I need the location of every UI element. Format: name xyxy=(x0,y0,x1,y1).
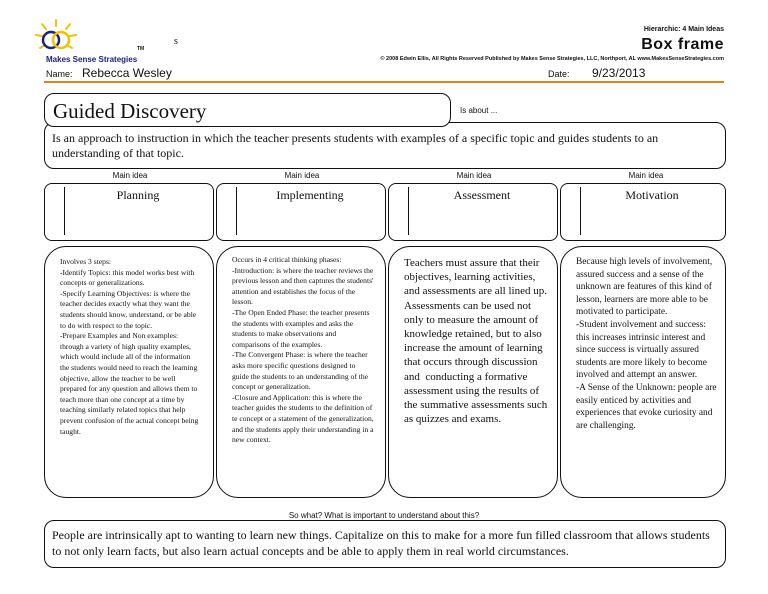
logo-sun-icon xyxy=(34,18,78,56)
detail-text-implementing[interactable]: Occurs in 4 critical thinking phases: -Introduction: is where the teacher reviews the previous lesson and then captures the students' attention and establishes the focus of the lesson. -The Open Ended Phase: the teacher presents the students with examples and asks the students to make observations and comparisons of the examples. -The Convergent Phase: is where the teacher asks more specific questions designed to guide the students to an understanding of the concept or generalization. -Closure and Application: this is where the teacher guides the students to the definition of te concept or a statement of the generalization, and the students apply their understanding in a new context. xyxy=(232,255,374,445)
so-what-label: So what? What is important to understand about this? xyxy=(288,511,480,520)
header-divider xyxy=(44,81,724,83)
so-what-text[interactable]: People are intrinsically apt to wanting to learn new things. Capitalize on this to make for a more fun filled classroom that allows students to not only learn facts, but also learn actual concepts and be able to apply them in real world circumstances. xyxy=(52,528,710,558)
name-label: Name: xyxy=(46,69,73,79)
is-about-label: Is about ... xyxy=(460,106,498,115)
main-idea-title-assessment[interactable]: Assessment xyxy=(453,188,511,202)
main-idea-label: Main idea xyxy=(112,171,148,180)
topic-description[interactable]: Is an approach to instruction in which the teacher presents students with examples of a specific topic and guides students to an understanding of that topic. xyxy=(52,131,659,160)
main-idea-title-implementing[interactable]: Implementing xyxy=(276,188,344,202)
main-idea-label: Main idea xyxy=(628,171,664,180)
trademark: TM xyxy=(137,46,145,52)
hierarchy-label: Hierarchic: 4 Main Ideas xyxy=(643,26,724,33)
copyright: © 2008 Edwin Ellis, All Rights Reserved Published by Makes Sense Strategies, LLC, Northport, AL www.MakesSenseStrategies.com xyxy=(380,56,724,62)
superscript-mark: s xyxy=(174,36,178,47)
detail-text-planning[interactable]: Involves 3 steps: -Identify Topics: this model works best with concepts or generalizations. -Specify Learning Objectives: is where the teacher decides exactly what they want the students should know, understand, or be able to do with respect to the topic. -Prepare Examples and Non examples: through a variety of high quality examples, which would include all of the information the students would need to reach the learning objective, allow the teacher to be well prepared for any question and allows them to teach more than one concept at a time by teaching similarly related topics that help prevent confusion of the actual concept being taught. xyxy=(60,257,199,436)
detail-text-assessment[interactable]: Teachers must assure that their objectives, learning activities, and assessments are all lined up. Assessments can be used not only to measure the amount of knowledge retained, but to also increase the amount of learning that occurs through discussion and conducting a formative assessment using the results of the summative assessments such as quizzes and exams. xyxy=(404,257,548,426)
main-idea-label: Main idea xyxy=(284,171,320,180)
main-idea-label: Main idea xyxy=(456,171,492,180)
logo-text: Makes Sense Strategies xyxy=(46,55,138,64)
detail-text-motivation[interactable]: Because high levels of involvement, assured success and a sense of the unknown are features of this kind of lesson, learners are more able to be motivated to participate. -Student involvement and success: this increases intrinsic interest and since success is virtually assured students are more likely to become involved and attempt an answer. -A Sense of the Unknown: people are easily enticed by activities and experiences that evoke curiosity and are challenging. xyxy=(576,257,717,431)
date-label: Date: xyxy=(548,69,570,79)
main-idea-title-motivation[interactable]: Motivation xyxy=(625,188,679,202)
name-field[interactable]: Rebecca Wesley xyxy=(82,66,172,80)
main-idea-title-planning[interactable]: Planning xyxy=(116,188,160,202)
date-field[interactable]: 9/23/2013 xyxy=(592,66,646,80)
frame-title: Box frame xyxy=(641,36,724,53)
topic-title[interactable]: Guided Discovery xyxy=(53,99,207,123)
